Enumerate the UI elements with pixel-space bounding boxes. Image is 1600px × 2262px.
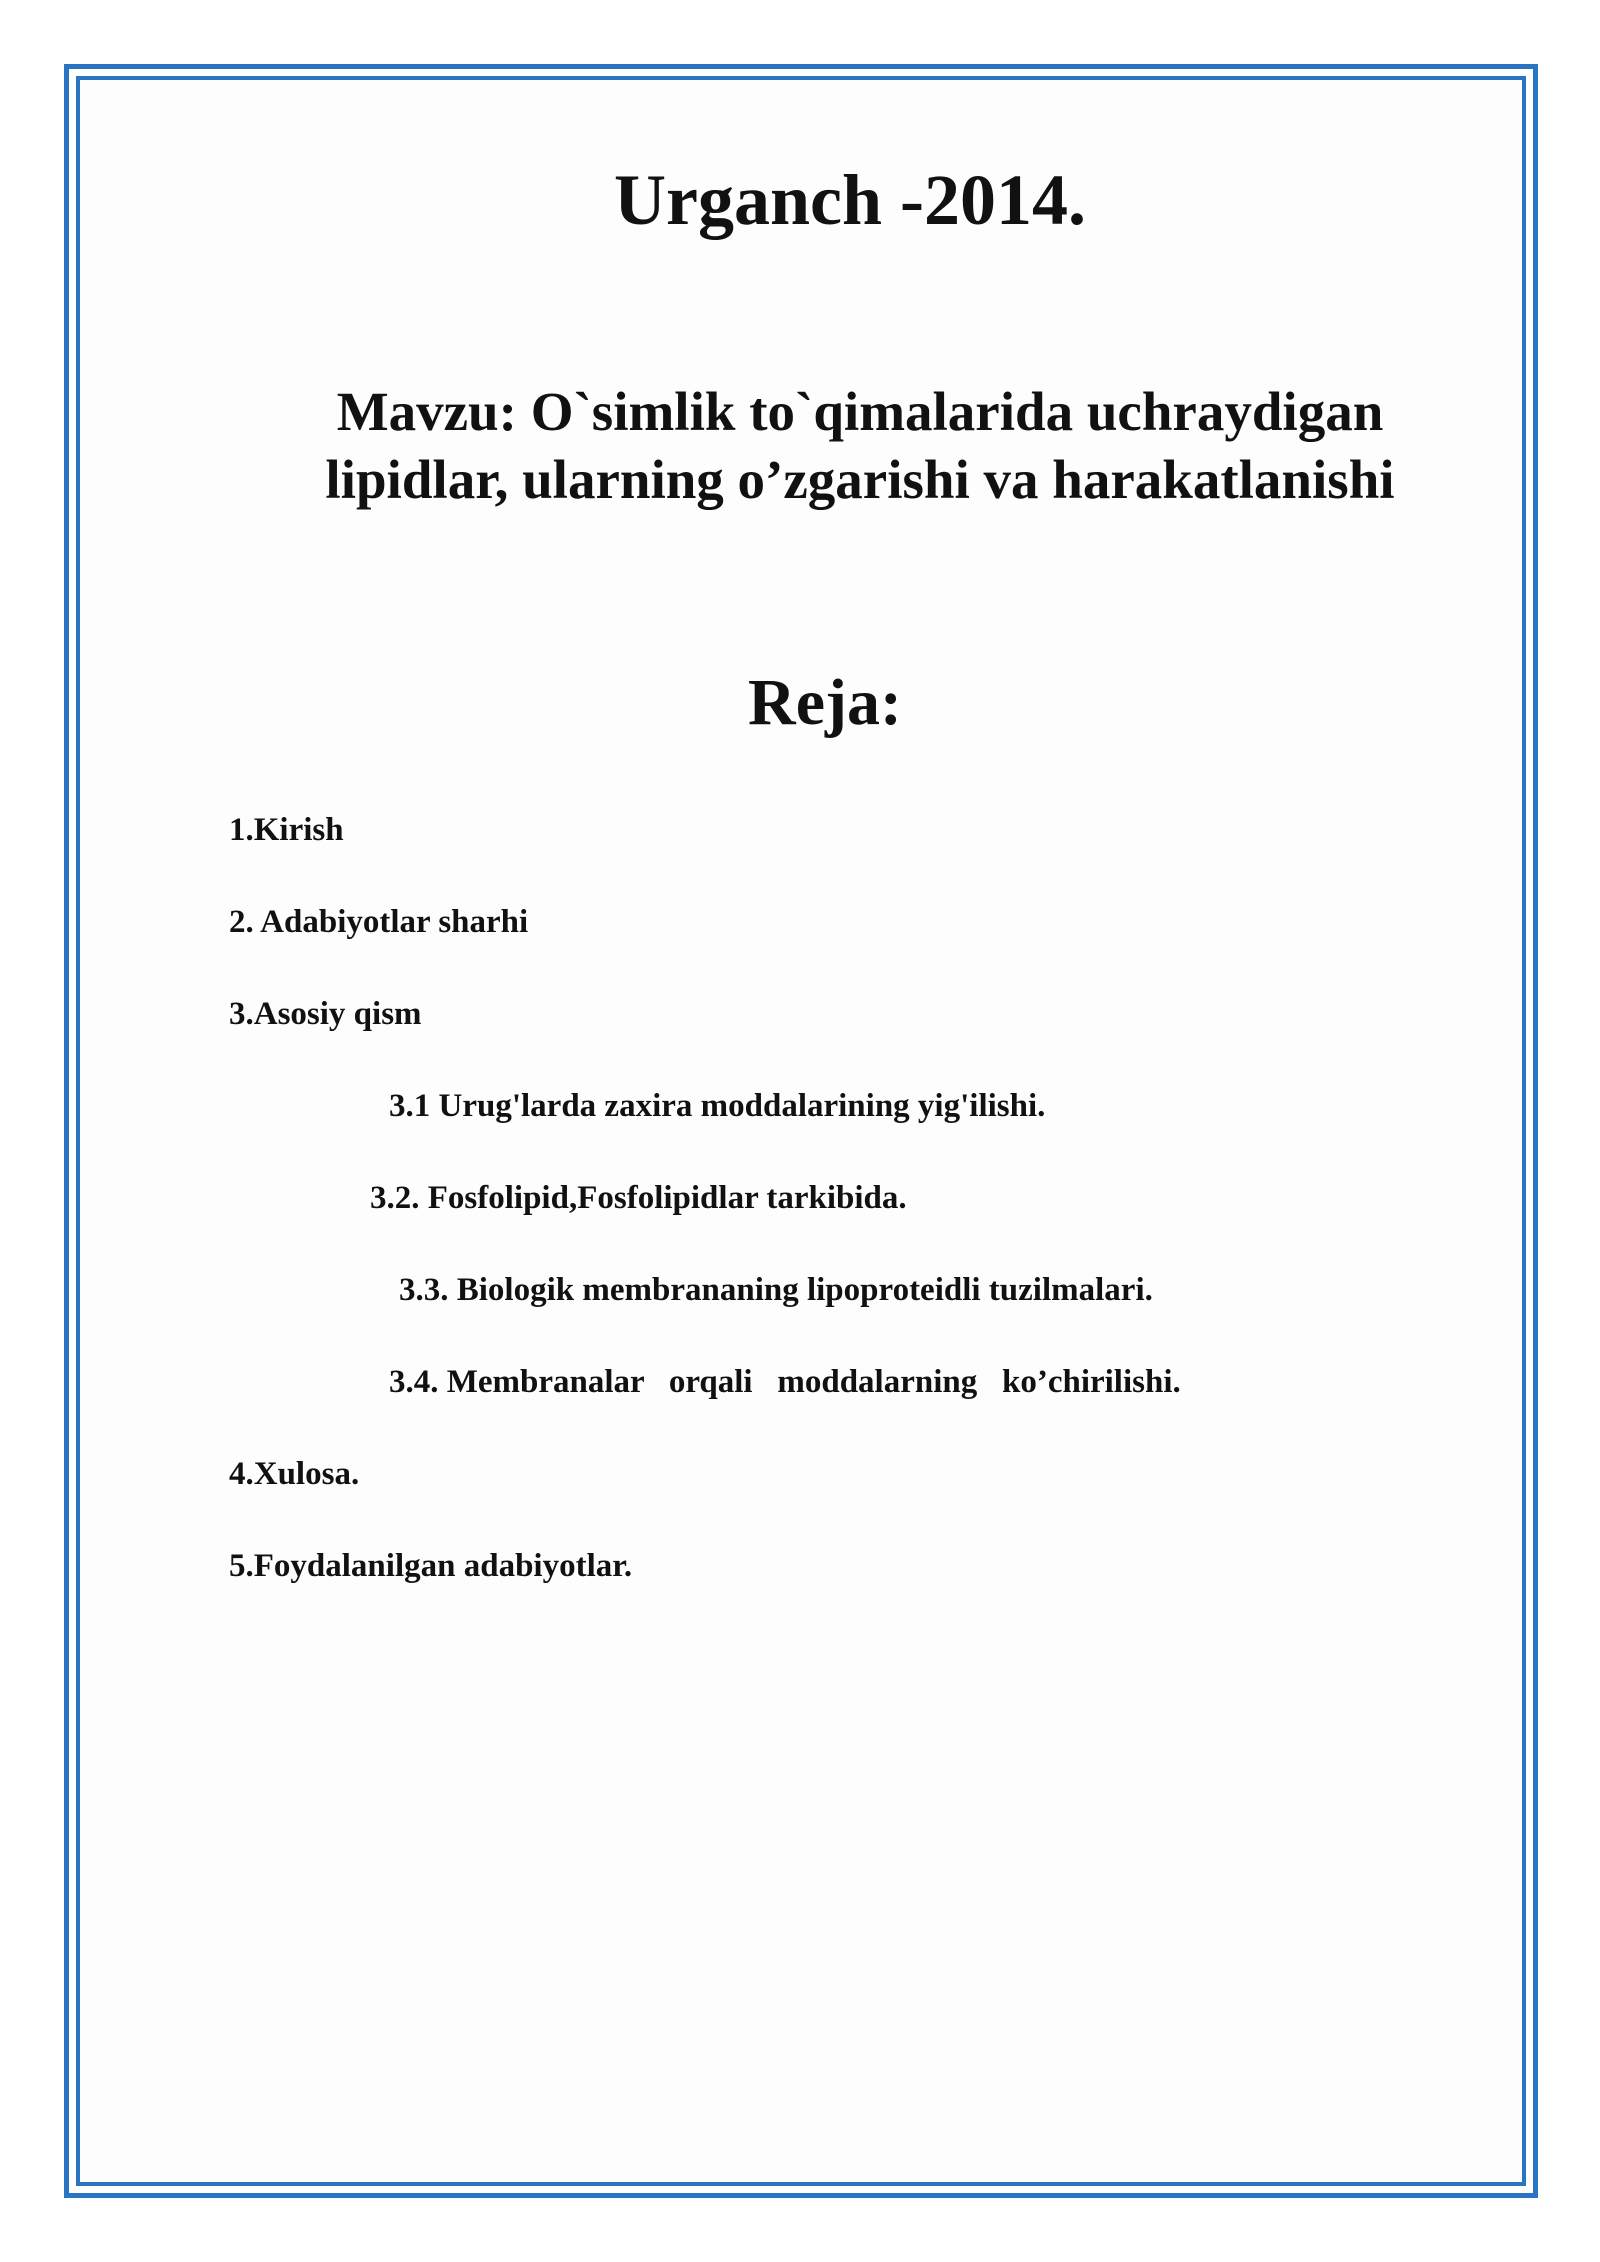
plan-item-3-4: 3.4. Membranalar orqali moddalarning ko’chirilishi. <box>389 1364 1181 1400</box>
plan-item-3-3: 3.3. Biologik membrananing lipoproteidli tuzilmalari. <box>399 1272 1153 1308</box>
plan-heading: Reja: <box>748 666 902 739</box>
plan-item-3-2: 3.2. Fosfolipid,Fosfolipidlar tarkibida. <box>370 1180 907 1216</box>
plan-item-references: 5.Foydalanilgan adabiyotlar. <box>229 1548 633 1584</box>
topic-line-2: lipidlar, ularning o’zgarishi va harakatlanishi <box>325 449 1395 510</box>
plan-item-main-part: 3.Asosiy qism <box>229 996 422 1032</box>
plan-item-literature-review: 2. Adabiyotlar sharhi <box>229 904 529 940</box>
plan-item-conclusion: 4.Xulosa. <box>229 1456 360 1492</box>
topic-title <box>60 378 1600 514</box>
topic-line-1: Mavzu: O`simlik to`qimalarida uchraydigan <box>336 381 1384 442</box>
city-year-title: Urganch -2014. <box>614 160 1086 240</box>
plan-item-introduction: 1.Kirish <box>229 812 344 848</box>
plan-item-3-1: 3.1 Urug'larda zaxira moddalarining yig'ilishi. <box>389 1088 1046 1124</box>
